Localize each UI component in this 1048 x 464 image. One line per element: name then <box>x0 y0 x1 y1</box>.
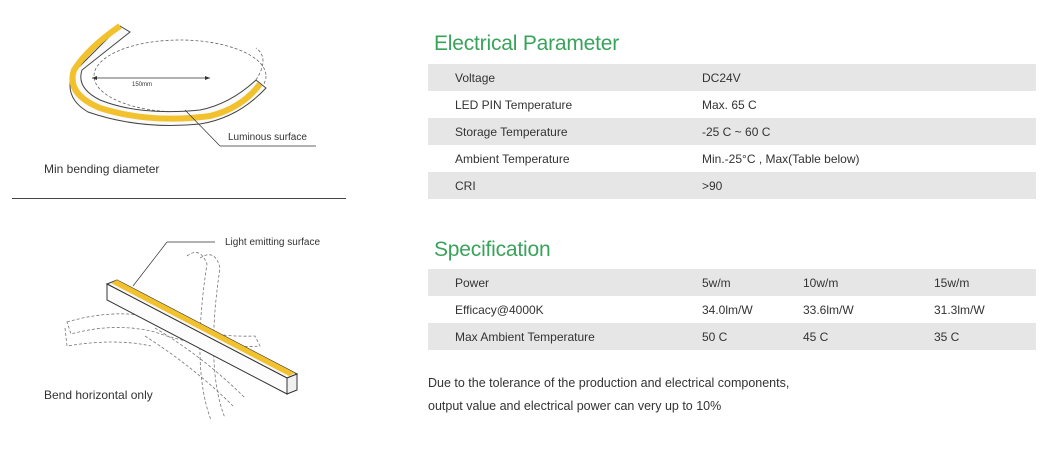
param-value: >90 <box>673 172 1036 199</box>
table-row <box>428 296 1036 323</box>
param-value: Max. 65 C <box>702 97 757 112</box>
table-row <box>428 91 1036 118</box>
spec-value: 15w/m <box>934 269 1036 296</box>
tolerance-note <box>428 372 789 418</box>
spec-value: 31.3lm/W <box>934 302 985 317</box>
table-row <box>428 64 1036 91</box>
bend-horizontal-caption: Bend horizontal only <box>44 388 153 402</box>
spec-label: Max Ambient Temperature <box>428 323 673 350</box>
param-label: Voltage <box>428 64 673 91</box>
spec-label: Power <box>428 269 673 296</box>
param-label: CRI <box>428 172 673 199</box>
spec-value: 34.0lm/W <box>702 302 753 317</box>
spec-label: Efficacy@4000K <box>455 302 544 317</box>
spec-value: 33.6lm/W <box>803 302 854 317</box>
param-label: Ambient Temperature <box>455 151 570 166</box>
bending-diameter-figure <box>60 18 340 158</box>
specification-table <box>428 269 1036 350</box>
param-value: -25 C ~ 60 C <box>673 118 1036 145</box>
electrical-parameter-table <box>428 64 1036 199</box>
spec-value: 45 C <box>803 323 934 350</box>
table-row <box>428 145 1036 172</box>
param-value: Min.-25°C , Max(Table below) <box>702 151 860 166</box>
table-row <box>428 323 1036 350</box>
note-line: output value and electrical power can very up to 10% <box>428 399 722 413</box>
light-emitting-callout: Light emitting surface <box>225 237 321 248</box>
spec-value: 5w/m <box>673 269 803 296</box>
param-value: DC24V <box>673 64 1036 91</box>
note-line: Due to the tolerance of the production and electrical components, <box>428 376 790 390</box>
spec-value: 35 C <box>934 323 1036 350</box>
electrical-parameter-title: Electrical Parameter <box>434 32 620 55</box>
spec-value: 10w/m <box>803 269 934 296</box>
min-bending-caption: Min bending diameter <box>44 162 160 176</box>
section-divider <box>12 198 346 199</box>
luminous-surface-callout: Luminous surface <box>228 132 307 143</box>
specification-title: Specification <box>434 238 551 261</box>
spec-value: 50 C <box>673 323 803 350</box>
diagram-panel <box>0 0 360 464</box>
param-label: Storage Temperature <box>428 118 673 145</box>
table-row <box>428 172 1036 199</box>
dimension-label: 150mm <box>132 82 153 88</box>
table-row <box>428 269 1036 296</box>
param-label: LED PIN Temperature <box>455 97 573 112</box>
table-row <box>428 118 1036 145</box>
